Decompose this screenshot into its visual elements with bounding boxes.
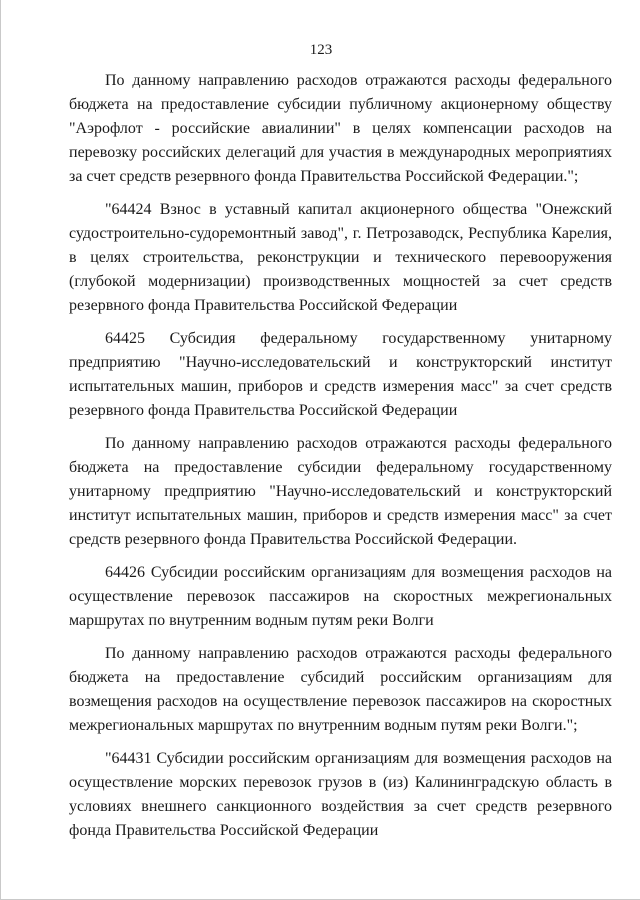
paragraph: По данному направлению расходов отражаются расходы федерального бюджета на предоставление субсидии федеральному государственному унитарному предприятию "Научно-исследовательский и конструкторский институт испытательных машин, приборов и средств измерения масс" за счет средств резервного фонда Правительства Российской Федерации. [69, 435, 612, 548]
paragraph: "64424 Взнос в уставный капитал акционерного общества "Онежский судостроительно-судоремонтный завод", г. Петрозаводск, Республика Карелия, в целях строительства, реконструкции и технического перевооружения (глубокой модернизации) производственных мощностей за счет средств резервного фонда Правительства Российской Федерации [69, 201, 612, 314]
paragraph: По данному направлению расходов отражаются расходы федерального бюджета на предоставление субсидии публичному акционерному обществу "Аэрофлот - российские авиалинии" в целях компенсации расходов на перевозку российских делегаций для участия в международных мероприятиях за счет средств резервного фонда Правительства Российской Федерации."; [69, 72, 612, 185]
document-body [69, 69, 612, 843]
paragraph: 64426 Субсидии российским организациям для возмещения расходов на осуществление перевозок пассажиров на скоростных межрегиональных маршрутах по внутренним водным путям реки Волги [69, 564, 612, 629]
paragraph: По данному направлению расходов отражаются расходы федерального бюджета на предоставление субсидий российским организациям для возмещения расходов на осуществление перевозок пассажиров на скоростных межрегиональных маршрутах по внутренним водным путям реки Волги."; [69, 645, 612, 734]
paragraph: "64431 Субсидии российским организациям для возмещения расходов на осуществление морских перевозок грузов в (из) Калининградскую область в условиях внешнего санкционного воздействия за счет средств резервного фонда Правительства Российской Федерации [69, 750, 612, 839]
page-number: 123 [309, 42, 333, 58]
paragraph: 64425 Субсидия федеральному государственному унитарному предприятию "Научно-исследовательский и конструкторский институт испытательных машин, приборов и средств измерения масс" за счет средств резервного фонда Правительства Российской Федерации [69, 330, 612, 419]
